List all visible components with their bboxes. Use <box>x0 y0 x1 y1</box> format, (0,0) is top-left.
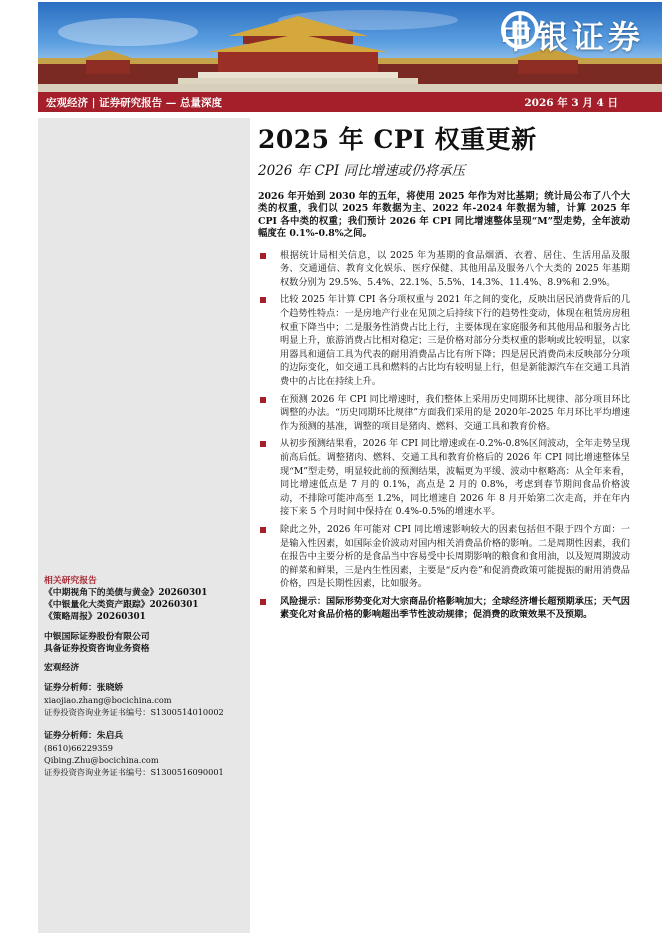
bullet-item <box>258 293 630 388</box>
sidebar-info <box>44 575 244 778</box>
related-reports-title: 相关研究报告 <box>44 576 97 586</box>
analyst-email[interactable]: Qibing.Zhu@bocichina.com <box>44 755 159 765</box>
analyst-name: 证券分析师：张晓娇 <box>44 683 124 693</box>
boc-coin-icon <box>500 10 540 50</box>
section-label: 宏观经济 <box>44 663 80 673</box>
report-date: 2026 年 3 月 4 日 <box>524 96 618 109</box>
bullet-item <box>258 249 630 290</box>
bullet-item <box>258 523 630 591</box>
related-report-item[interactable]: 《策略周报》20260301 <box>44 612 146 622</box>
sidebar-panel <box>38 118 250 933</box>
bullet-text: 根据统计局相关信息，以 2025 年为基期的食品烟酒、衣着、居住、生活用品及服务、交通通信、教育文化娱乐、医疗保健、其他用品及服务八个大类的 2025 年基期权数分别为 29.5%、5.4%、22.1%、5.5%、14.3%、11.4%、8.9%和 2.9%。 <box>280 249 630 288</box>
bullet-square-icon <box>260 397 266 403</box>
bullet-item <box>258 437 630 519</box>
company-qualification: 具备证券投资咨询业务资格 <box>44 644 150 654</box>
bullet-text: 除此之外，2026 年可能对 CPI 同比增速影响较大的因素包括但不限于四个方面：一是输入性因素，如国际金价波动对国内相关消费品价格的影响。二是周期性因素，我们在报告中主要分析的是食品当中容易受中长周期影响的粮食和食用油，以及短周期波动的鲜菜和鲜果，三是内生性因素，主要是“反内卷”和促消费政策可能提振的耐用消费品价格，四是长期性因素，比如服务。 <box>280 523 630 590</box>
bullet-square-icon <box>260 297 266 303</box>
brand-logo <box>500 10 644 60</box>
summary-paragraph: 2026 年开始到 2030 年的五年，将使用 2025 年作为对比基期；统计局公布了八个大类的权重，我们以 2025 年数据为主、2022 年-2024 年数据为辅，计算 2025 年 CPI 各中类的权重；我们预计 2026 年 CPI 同比增速整体呈现“M”型走势，全年波动幅度在 0.1%-0.8%之间。 <box>258 191 630 240</box>
breadcrumb: 宏观经济 | 证券研究报告 — 总量深度 <box>46 96 222 109</box>
related-report-item[interactable]: 《中期视角下的美债与黄金》20260301 <box>44 588 208 598</box>
bullet-text: 风险提示：国际形势变化对大宗商品价格影响加大；全球经济增长超预期承压；天气因素变化对食品价格的影响超出季节性波动规律；促消费的政策效果不及预期。 <box>280 595 630 621</box>
analyst-cert: 证券投资咨询业务证书编号：S1300516090001 <box>44 767 224 777</box>
bullet-text: 在预测 2026 年 CPI 同比增速时，我们整体上采用历史同期环比规律、部分项目环比调整的办法。“历史同期环比规律”方面我们采用的是 2020年-2025 年月环比平均增速作为预测的基准，调整的项目是猪肉、燃料、交通工具和教育价格。 <box>280 393 630 432</box>
bullet-square-icon <box>260 527 266 533</box>
analyst-block <box>44 682 244 718</box>
bullet-square-icon <box>260 599 266 605</box>
bullet-list <box>258 249 630 622</box>
analyst-email[interactable]: xiaojiao.zhang@bocichina.com <box>44 695 172 705</box>
report-subtitle: 2026 年 CPI 同比增速或仍将承压 <box>258 163 465 179</box>
bullet-square-icon <box>260 441 266 447</box>
analyst-name: 证券分析师：朱启兵 <box>44 731 124 741</box>
bullet-text: 从初步预测结果看，2026 年 CPI 同比增速或在-0.2%-0.8%区间波动，全年走势呈现前高后低。调整猪肉、燃料、交通工具和教育价格后的 2026 年 CPI 同比增速整体呈现“M”型走势，明显较此前的预测结果，波幅更为平缓、波动中枢略高：从全年来看，同比增速低点是 7 月的 0.1%，高点是 2 月的 0.8%，考虑到春节期间食品价格波动，不排除可能冲高至 1.2%，同比增速自 2026 年 8 月开始第二次走高，并在年内接下来 5 个月时间中保持在 0.4%-0.5%的增速水平。 <box>280 438 630 518</box>
header-info-bar <box>38 92 662 112</box>
bullet-text: 比较 2025 年计算 CPI 各分项权重与 2021 年之间的变化，反映出居民消费背后的几个趋势性特点：一是房地产行业在见顶之后持续下行的趋势性变动，体现在租赁房房租权重下降当中；二是服务性消费占比上行，主要体现在家庭服务和其他用品和服务占比明显上升，旅游消费占比相对稳定；三是价格对部分分类权重的影响或比较明显，以家用器具和通信工具为代表的耐用消费品占比有所下降；四是居民消费尚未反映部分分项的边际变化，如交通工具和燃料的占比均有较明显上行，但是新能源汽车在交通工具消费中的占比在持续上升。 <box>280 294 630 387</box>
bullet-square-icon <box>260 253 266 259</box>
report-title: 2025 年 CPI 权重更新 <box>258 125 537 154</box>
analyst-block <box>44 730 244 778</box>
brand-name: 中银证券 <box>499 18 644 56</box>
related-report-item[interactable]: 《中银量化大类资产跟踪》20260301 <box>44 600 199 610</box>
risk-warning-item <box>258 595 630 622</box>
analyst-phone: (8610)66229359 <box>44 743 113 753</box>
company-name: 中银国际证券股份有限公司 <box>44 632 150 642</box>
analyst-cert: 证券投资咨询业务证书编号：S1300514010002 <box>44 707 224 717</box>
main-content <box>258 124 630 626</box>
header-banner <box>38 2 662 92</box>
bullet-item <box>258 393 630 434</box>
